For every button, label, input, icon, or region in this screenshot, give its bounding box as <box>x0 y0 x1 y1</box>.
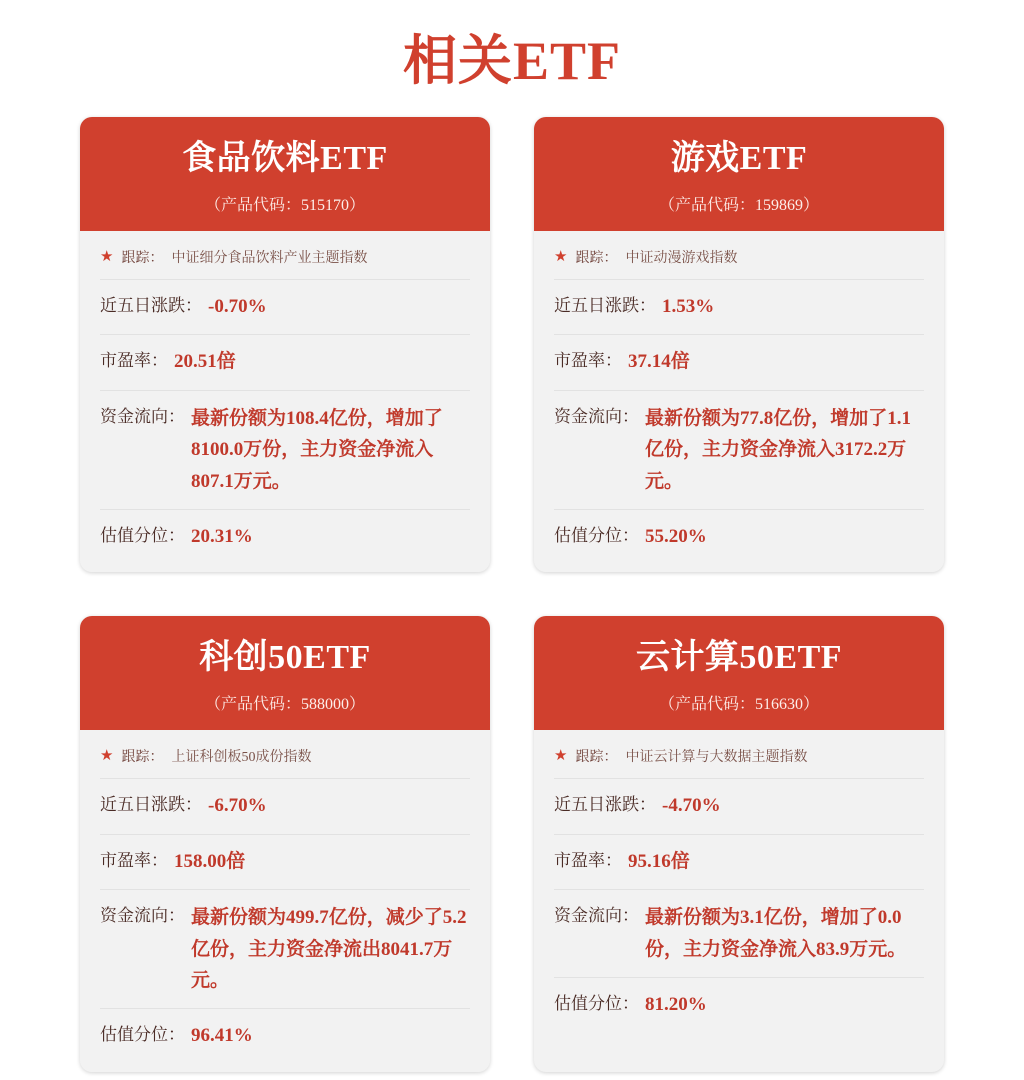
etf-valuation-label: 估值分位： <box>100 525 185 545</box>
etf-code-value: 516630 <box>755 696 803 714</box>
etf-valuation-label: 估值分位： <box>554 993 639 1013</box>
etf-flow-value: 最新份额为77.8亿份，增加了1.1亿份，主力资金净流入3172.2万元。 <box>645 407 912 492</box>
etf-track-label: 跟踪： <box>121 750 164 766</box>
etf-code-suffix: ） <box>803 696 820 714</box>
etf-track-label: 跟踪： <box>121 251 164 267</box>
star-icon: ★ <box>100 248 114 265</box>
etf-code-value: 515170 <box>301 197 349 215</box>
etf-pe-label: 市盈率： <box>100 351 168 371</box>
etf-pe-value: 37.14倍 <box>628 351 690 373</box>
etf-valuation-row <box>100 510 470 554</box>
etf-code-suffix: ） <box>803 197 820 215</box>
etf-track-row <box>554 247 924 280</box>
etf-track-value: 中证细分食品饮料产业主题指数 <box>171 251 368 267</box>
etf-valuation-row <box>554 978 924 1022</box>
etf-valuation-value: 81.20% <box>645 993 707 1015</box>
star-icon: ★ <box>100 747 114 764</box>
etf-track-value: 上证科创板50成份指数 <box>171 750 312 766</box>
etf-code-suffix: ） <box>349 197 366 215</box>
etf-card[interactable] <box>80 616 490 1071</box>
etf-valuation-row <box>100 1009 470 1053</box>
etf-card-body <box>534 231 944 572</box>
etf-valuation-value: 20.31% <box>191 525 253 547</box>
etf-five-day-label: 近五日涨跌： <box>554 795 656 815</box>
etf-code-prefix: （产品代码： <box>658 696 755 714</box>
etf-card-grid <box>80 117 944 1072</box>
etf-code-value: 159869 <box>755 197 803 215</box>
etf-track-row <box>100 247 470 280</box>
etf-card-body <box>80 730 490 1071</box>
etf-valuation-row <box>554 510 924 554</box>
etf-track-row <box>554 746 924 779</box>
etf-name: 科创50ETF <box>199 639 371 677</box>
etf-card-header <box>534 117 944 231</box>
etf-pe-row <box>554 835 924 890</box>
etf-five-day-value: -0.70% <box>208 296 267 318</box>
etf-five-day-label: 近五日涨跌： <box>554 296 656 316</box>
etf-track-value: 中证动漫游戏指数 <box>625 251 738 267</box>
etf-flow-row <box>100 391 470 510</box>
etf-track-label: 跟踪： <box>575 251 618 267</box>
etf-pe-label: 市盈率： <box>100 850 168 870</box>
etf-flow-row <box>554 890 924 978</box>
etf-valuation-value: 55.20% <box>645 525 707 547</box>
page-title: 相关ETF <box>402 31 622 91</box>
etf-name: 食品饮料ETF <box>182 140 388 177</box>
star-icon: ★ <box>554 747 568 764</box>
etf-card[interactable] <box>534 616 944 1071</box>
etf-name: 游戏ETF <box>670 140 808 177</box>
etf-pe-label: 市盈率： <box>554 351 622 371</box>
etf-valuation-label: 估值分位： <box>554 525 639 545</box>
etf-pe-label: 市盈率： <box>554 850 622 870</box>
etf-card-header <box>80 616 490 730</box>
etf-five-day-label: 近五日涨跌： <box>100 795 202 815</box>
etf-flow-value: 最新份额为499.7亿份，减少了5.2亿份，主力资金净流出8041.7万元。 <box>191 907 467 991</box>
etf-card-body <box>80 231 490 572</box>
etf-track-row <box>100 746 470 779</box>
etf-code-value: 588000 <box>301 696 349 714</box>
etf-pe-value: 95.16倍 <box>628 850 690 872</box>
etf-five-day-row <box>100 280 470 335</box>
etf-pe-row <box>100 835 470 890</box>
etf-track-label: 跟踪： <box>575 750 618 766</box>
etf-flow-label: 资金流向： <box>554 906 639 926</box>
etf-code-suffix: ） <box>349 696 366 714</box>
etf-flow-row <box>554 391 924 510</box>
star-icon: ★ <box>554 248 568 265</box>
etf-valuation-value: 96.41% <box>191 1025 253 1047</box>
etf-name: 云计算50ETF <box>635 639 843 677</box>
etf-five-day-label: 近五日涨跌： <box>100 296 202 316</box>
etf-flow-row <box>100 890 470 1009</box>
etf-code <box>544 691 934 714</box>
etf-valuation-label: 估值分位： <box>100 1025 185 1045</box>
etf-code-prefix: （产品代码： <box>204 197 301 215</box>
etf-five-day-value: 1.53% <box>662 296 715 318</box>
etf-five-day-value: -4.70% <box>662 795 721 817</box>
etf-code-prefix: （产品代码： <box>658 197 755 215</box>
etf-card-body <box>534 730 944 1040</box>
etf-code <box>90 691 480 714</box>
etf-card-header <box>80 117 490 231</box>
etf-pe-row <box>554 335 924 390</box>
etf-flow-label: 资金流向： <box>100 906 185 926</box>
etf-flow-value: 最新份额为108.4亿份，增加了8100.0万份，主力资金净流入807.1万元。 <box>191 407 443 492</box>
etf-code <box>90 192 480 215</box>
etf-five-day-value: -6.70% <box>208 795 267 817</box>
etf-card[interactable] <box>80 117 490 572</box>
etf-code <box>544 192 934 215</box>
etf-five-day-row <box>100 779 470 834</box>
etf-flow-label: 资金流向： <box>554 406 639 426</box>
etf-flow-label: 资金流向： <box>100 406 185 426</box>
etf-five-day-row <box>554 280 924 335</box>
etf-pe-value: 158.00倍 <box>174 850 246 872</box>
etf-pe-row <box>100 335 470 390</box>
etf-track-value: 中证云计算与大数据主题指数 <box>625 750 808 766</box>
etf-pe-value: 20.51倍 <box>174 351 236 373</box>
etf-code-prefix: （产品代码： <box>204 696 301 714</box>
etf-five-day-row <box>554 779 924 834</box>
etf-card-header <box>534 616 944 730</box>
etf-card[interactable] <box>534 117 944 572</box>
etf-flow-value: 最新份额为3.1亿份，增加了0.0份，主力资金净流入83.9万元。 <box>645 907 907 960</box>
